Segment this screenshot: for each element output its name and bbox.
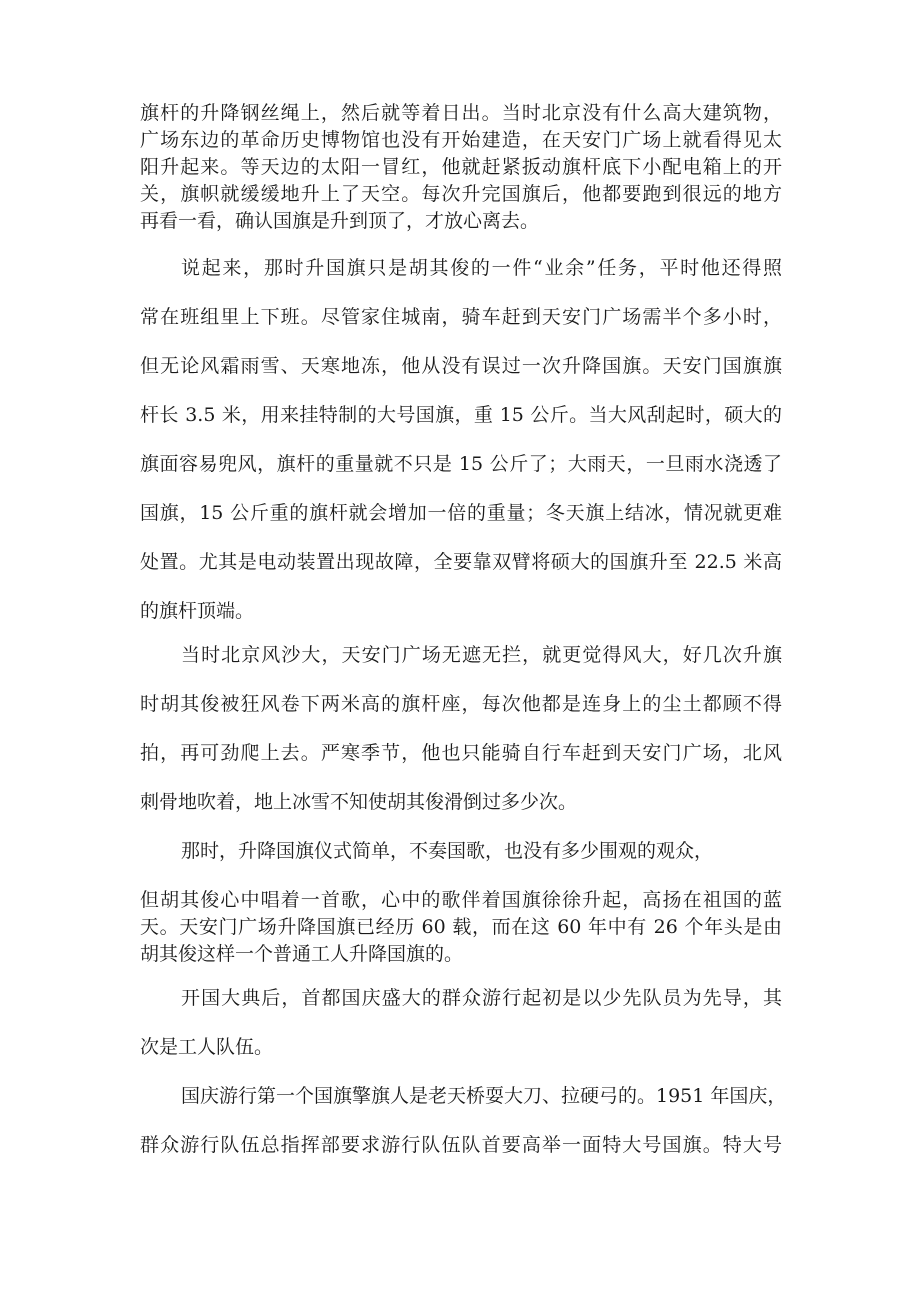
text-line: 天。天安门广场升降国旗已经历 60 载，而在这 60 年中有 26 个年头是由	[140, 916, 782, 938]
text-line: 旗杆的升降钢丝绳上，然后就等着日出。当时北京没有什么高大建筑物，	[140, 102, 782, 124]
text-line: 关，旗帜就缓缓地升上了天空。每次升完国旗后，他都要跑到很远的地方	[140, 183, 782, 205]
text-line: 那时，升降国旗仪式简单，不奏国歌，也没有多少围观的观众，	[181, 840, 714, 862]
text-line: 常在班组里上下班。尽管家住城南，骑车赶到天安门广场需半个多小时，	[140, 306, 782, 328]
text-line: 的旗杆顶端。	[140, 600, 255, 622]
text-line: 拍，再可劲爬上去。严寒季节，他也只能骑自行车赶到天安门广场，北风	[140, 742, 782, 764]
text-line: 当时北京风沙大，天安门广场无遮无拦，就更觉得风大，好几次升旗	[181, 644, 782, 666]
text-line: 刺骨地吹着，地上冰雪不知使胡其俊滑倒过多少次。	[140, 791, 578, 813]
text-line: 处置。尤其是电动装置出现故障，全要靠双臂将硕大的国旗升至 22.5 米高	[140, 551, 782, 573]
text-line: 国庆游行第一个国旗擎旗人是老天桥耍大刀、拉硬弓的。1951 年国庆，	[181, 1085, 787, 1107]
text-line: 开国大典后，首都国庆盛大的群众游行起初是以少先队员为先导，其	[181, 987, 782, 1009]
text-line: 杆长 3.5 米，用来挂特制的大号国旗，重 15 公斤。当大风刮起时，硕大的	[140, 404, 782, 426]
text-line: 阳升起来。等天边的太阳一冒红，他就赶紧扳动旗杆底下小配电箱上的开	[140, 156, 782, 178]
text-line: 群众游行队伍总指挥部要求游行队伍队首要高举一面特大号国旗。特大号	[140, 1134, 782, 1156]
text-line: 时胡其俊被狂风卷下两米高的旗杆座，每次他都是连身上的尘土都顾不得	[140, 693, 782, 715]
text-line: 胡其俊这样一个普通工人升降国旗的。	[140, 943, 464, 965]
text-line: 再看一看，确认国旗是升到顶了，才放心离去。	[140, 210, 540, 232]
text-line: 但无论风霜雨雪、天寒地冻，他从没有误过一次升降国旗。天安门国旗旗	[140, 355, 782, 377]
text-line: 但胡其俊心中唱着一首歌，心中的歌伴着国旗徐徐升起，高扬在祖国的蓝	[140, 889, 782, 911]
text-line: 次是工人队伍。	[140, 1036, 274, 1058]
text-line: 旗面容易兜风，旗杆的重量就不只是 15 公斤了；大雨天，一旦雨水浇透了	[140, 453, 782, 475]
text-line: 广场东边的革命历史博物馆也没有开始建造，在天安门广场上就看得见太	[140, 129, 782, 151]
text-line: 国旗，15 公斤重的旗杆就会增加一倍的重量；冬天旗上结冰，情况就更难	[140, 502, 782, 524]
text-line: 说起来，那时升国旗只是胡其俊的一件“业余”任务，平时他还得照	[181, 257, 782, 279]
